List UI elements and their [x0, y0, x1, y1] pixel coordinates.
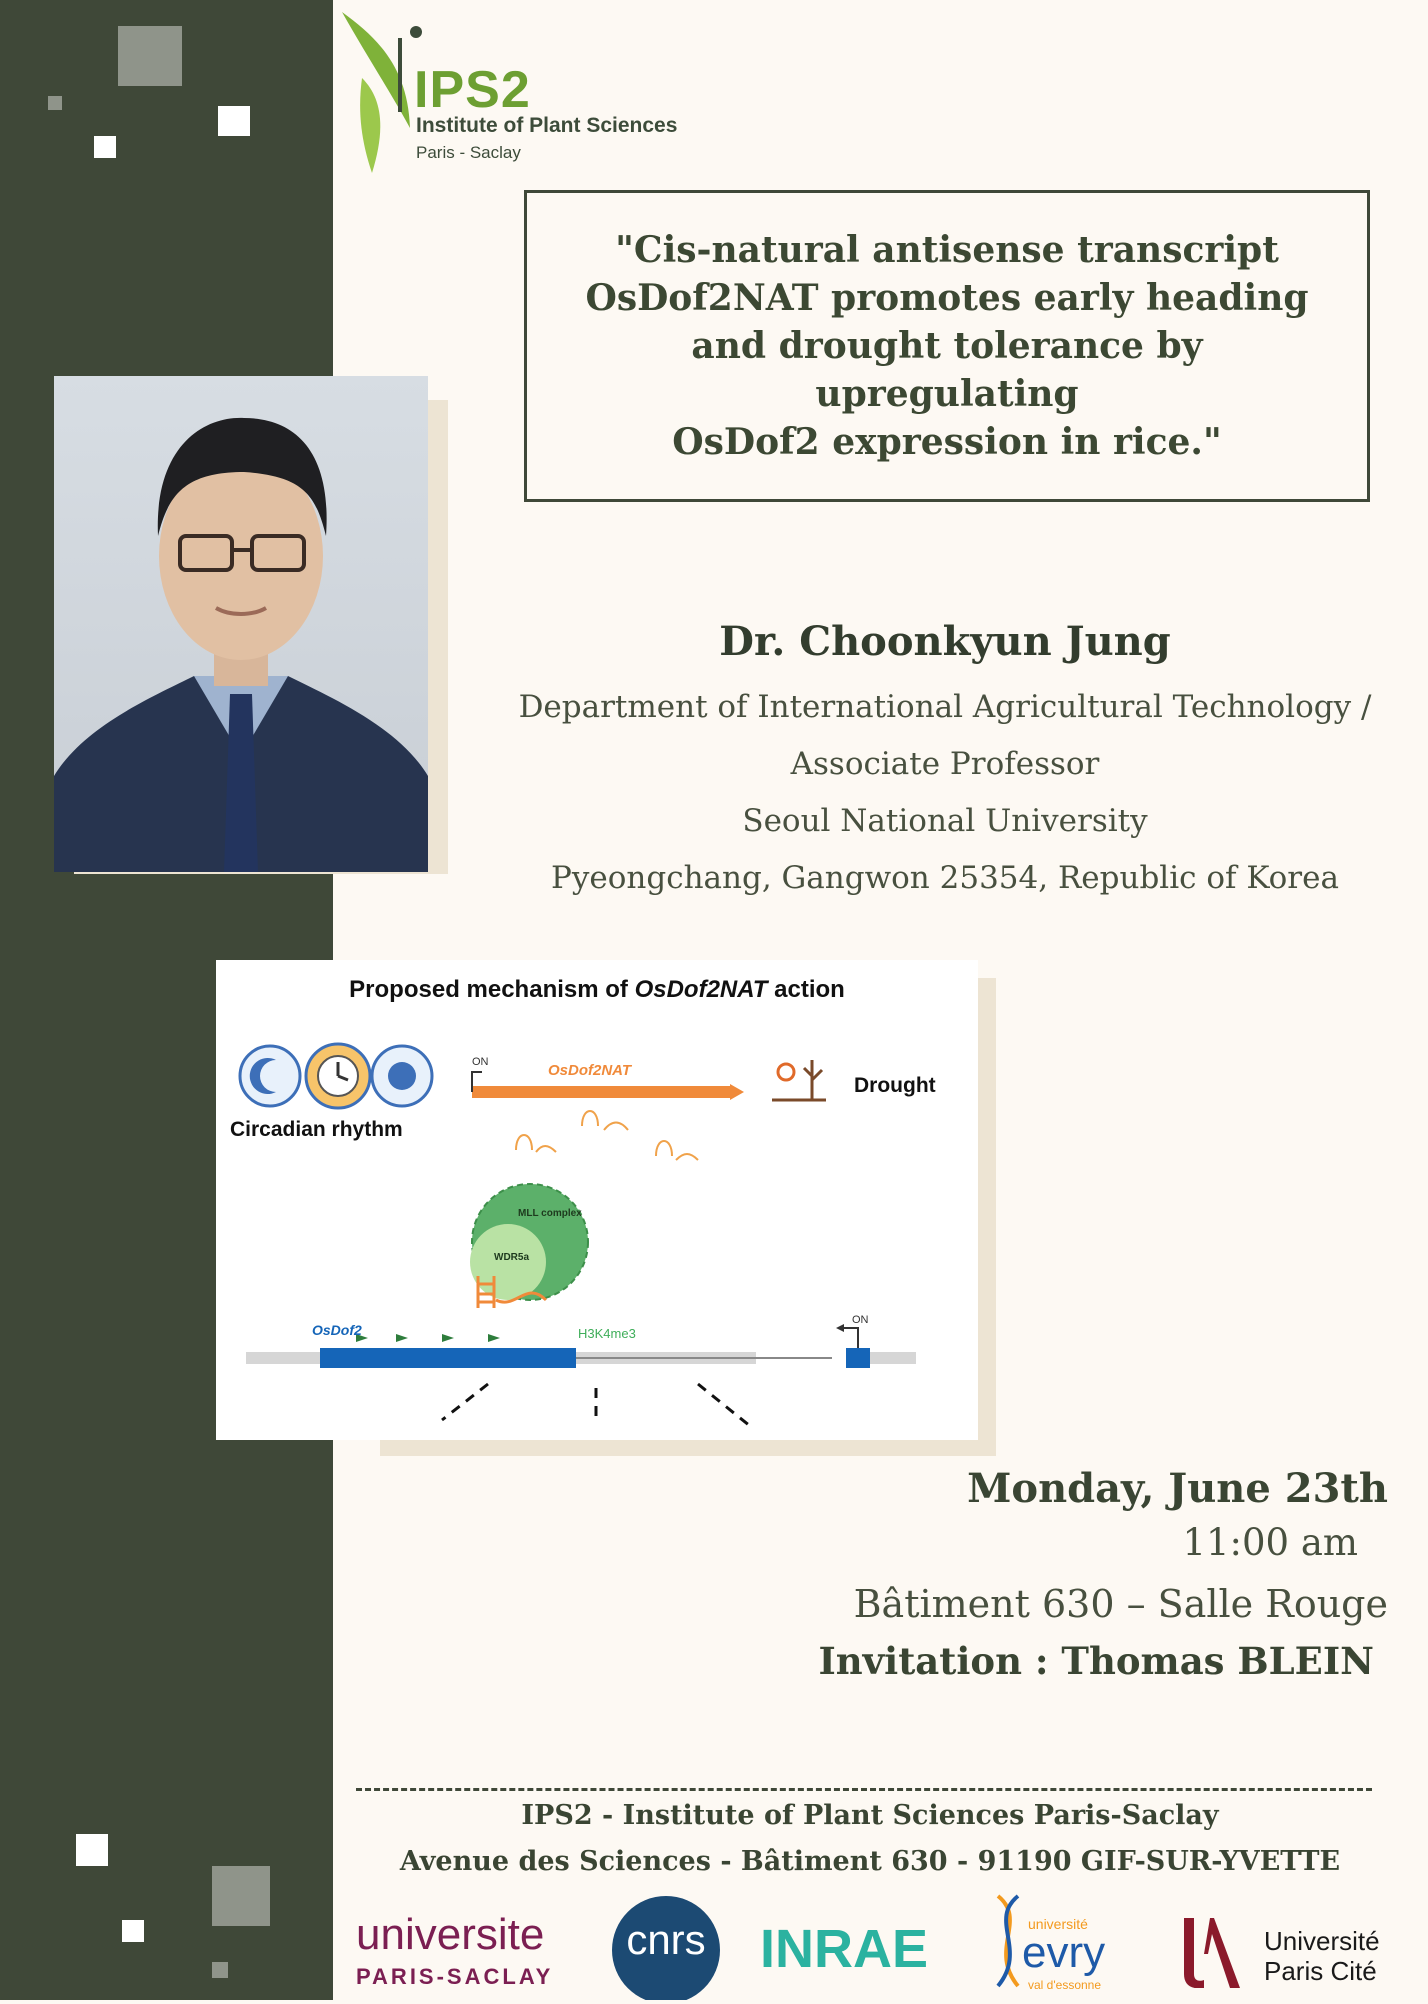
speaker-affiliation: Seoul National University	[742, 803, 1148, 839]
decor-square	[212, 1866, 270, 1926]
decor-square	[76, 1834, 108, 1866]
event-date: Monday, June 23th	[967, 1465, 1388, 1512]
decor-square	[212, 1962, 228, 1978]
speaker-affiliation: Department of International Agricultural Technology /	[518, 689, 1372, 725]
logo-universite-paris-cite	[1180, 1890, 1410, 2000]
logo-subtitle: Institute of Plant Sciences	[416, 114, 678, 137]
evry-wordmark: evry	[1022, 1928, 1106, 1977]
figure-title-prefix: Proposed mechanism of	[349, 976, 635, 1003]
nat-label: OsDof2NAT	[548, 1062, 632, 1079]
footer-line-2: Avenue des Sciences - Bâtiment 630 - 91190 GIF-SUR-YVETTE	[399, 1846, 1341, 1877]
cnrs-wordmark: cnrs	[626, 1916, 706, 1963]
gene-label: OsDof2	[312, 1322, 362, 1338]
figure-title-suffix: action	[767, 976, 845, 1003]
talk-title-line: OsDof2 expression in rice."	[672, 421, 1222, 463]
ips2-logo	[338, 8, 698, 178]
talk-title-line: "Cis-natural antisense transcript	[615, 229, 1279, 271]
on-label-2: ON	[852, 1314, 869, 1326]
drought-icon	[772, 1060, 826, 1100]
inrae-wordmark: INRAE	[760, 1919, 929, 1979]
speaker-affiliation: Associate Professor	[790, 746, 1100, 782]
speaker-photo	[54, 376, 428, 872]
histone-mark-flags	[356, 1334, 500, 1348]
saclay-wordmark: universite	[356, 1910, 545, 1959]
rna-hairpin	[516, 1111, 698, 1160]
decor-square	[48, 96, 62, 110]
circadian-label: Circadian rhythm	[230, 1118, 403, 1141]
decor-square	[218, 106, 250, 136]
paris-cite-line-2: Paris Cité	[1264, 1956, 1377, 1986]
drought-label: Drought	[854, 1074, 936, 1097]
talk-title-line: and drought tolerance by upregulating	[691, 325, 1203, 415]
clock-icon	[306, 1044, 370, 1108]
moon-icon	[240, 1046, 300, 1106]
sun-icon	[372, 1046, 432, 1106]
mark-label: H3K4me3	[578, 1326, 636, 1341]
logo-name: IPS2	[414, 61, 531, 119]
on-label: ON	[472, 1056, 489, 1068]
paris-cite-emblem-icon	[1180, 1914, 1244, 1988]
speaker-affiliation: Pyeongchang, Gangwon 25354, Republic of Korea	[551, 860, 1339, 896]
evry-bottom: val d'essonne	[1028, 1978, 1102, 1992]
wdr-label: WDR5a	[494, 1252, 530, 1263]
talk-title-box	[524, 190, 1370, 502]
saclay-subtitle: PARIS-SACLAY	[356, 1964, 554, 1989]
talk-title	[567, 226, 1327, 466]
mll-label: MLL complex	[518, 1208, 582, 1219]
figure-title-gene: OsDof2NAT	[634, 976, 768, 1003]
logo-universite-paris-saclay	[356, 1890, 596, 2000]
decor-square	[118, 26, 182, 86]
mechanism-figure	[216, 960, 978, 1440]
logo-location: Paris - Saclay	[416, 143, 521, 162]
logo-cnrs	[612, 1896, 720, 2000]
decor-square	[94, 136, 116, 158]
speaker-block	[470, 618, 1420, 907]
event-room: Bâtiment 630 – Salle Rouge	[853, 1582, 1388, 1626]
event-block	[818, 1462, 1388, 1688]
mechanism-diagram	[216, 960, 978, 1440]
decor-square	[122, 1920, 144, 1942]
speaker-name: Dr. Choonkyun Jung	[719, 618, 1171, 665]
logo-universite-evry	[988, 1890, 1128, 2000]
footer-line-1: IPS2 - Institute of Plant Sciences Paris-Saclay	[521, 1800, 1219, 1831]
logo-inrae	[760, 1890, 940, 2000]
event-invitation: Invitation : Thomas BLEIN	[818, 1639, 1374, 1683]
evry-top: université	[1028, 1916, 1088, 1932]
event-time: 11:00 am	[1182, 1521, 1358, 1564]
divider	[356, 1788, 1372, 1791]
talk-title-line: OsDof2NAT promotes early heading	[585, 277, 1309, 319]
paris-cite-line-1: Université	[1264, 1926, 1380, 1956]
